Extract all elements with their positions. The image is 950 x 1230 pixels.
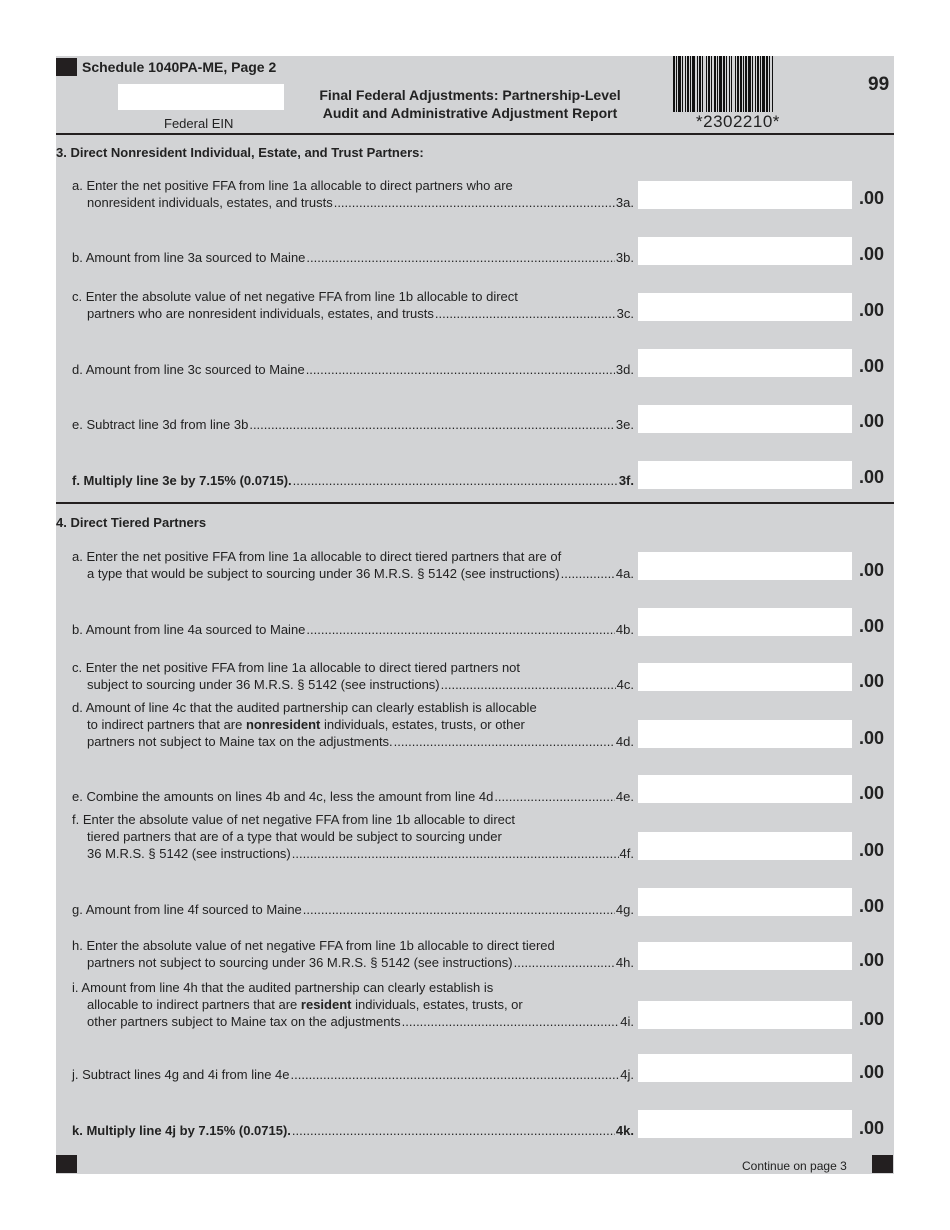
- cents-4d: .00: [859, 728, 885, 748]
- amount-input-4g[interactable]: [638, 888, 852, 916]
- continue-note: Continue on page 3: [742, 1159, 847, 1173]
- cents-3b: .00: [859, 244, 885, 264]
- amount-input-4b[interactable]: [638, 608, 852, 636]
- cents-4b: .00: [859, 616, 885, 636]
- cents-3c: .00: [859, 300, 885, 320]
- cents-3f: .00: [859, 467, 885, 487]
- line-3e: e. Subtract line 3d from line 3b ..... 3e.: [72, 416, 634, 433]
- amount-input-4k[interactable]: [638, 1110, 852, 1138]
- line-4c: c. Enter the net positive FFA from line 1a allocable to direct tiered partners not subject to sourcing under 36 M.R.S. § 5142 (see instructions) ..... 4c.: [72, 659, 634, 693]
- amount-input-3b[interactable]: [638, 237, 852, 265]
- federal-ein-input[interactable]: [118, 84, 284, 110]
- barcode-text: *2302210*: [696, 112, 780, 131]
- amount-input-3a[interactable]: [638, 181, 852, 209]
- cents-3d: .00: [859, 356, 885, 376]
- barcode-stripe: [773, 56, 774, 112]
- form-title-line-2: Audit and Administrative Adjustment Report: [322, 105, 618, 121]
- cents-4g: .00: [859, 896, 885, 916]
- amount-input-4h[interactable]: [638, 942, 852, 970]
- section-4-title: 4. Direct Tiered Partners: [56, 515, 207, 530]
- amount-input-4i[interactable]: [638, 1001, 852, 1029]
- form-title: [296, 86, 644, 122]
- federal-ein-label: Federal EIN: [164, 116, 234, 131]
- cents-4j: .00: [859, 1062, 885, 1082]
- corner-marker-bottom-left: [56, 1155, 77, 1173]
- amount-input-4c[interactable]: [638, 663, 852, 691]
- form-code: 99: [868, 74, 890, 95]
- line-4h: h. Enter the absolute value of net negative FFA from line 1b allocable to direct tiered partners not subject to sourcing under 36 M.R.S. § 5142 (see instructions) ..... 4h.: [72, 937, 634, 971]
- amount-input-3f[interactable]: [638, 461, 852, 489]
- line-4i: i. Amount from line 4h that the audited partnership can clearly establish is allocable to indirect partners that are resident individuals, estates, trusts, or other partners subject to Maine tax on the adjustments ..... 4i.: [72, 979, 634, 1030]
- line-4j: j. Subtract lines 4g and 4i from line 4e ..... 4j.: [72, 1066, 634, 1083]
- amount-input-4f[interactable]: [638, 832, 852, 860]
- line-4f: f. Enter the absolute value of net negative FFA from line 1b allocable to direct tiered partners that are of a type that would be subject to sourcing under 36 M.R.S. § 5142 (see instructions) ..... 4f.: [72, 811, 634, 862]
- amount-input-4d[interactable]: [638, 720, 852, 748]
- line-4d: d. Amount of line 4c that the audited partnership can clearly establish is allocable to indirect partners that are nonresident individuals, estates, trusts, or other partners not subject to Maine tax on the adjustments. ..... 4d.: [72, 699, 634, 750]
- line-4g: g. Amount from line 4f sourced to Maine ..... 4g.: [72, 901, 634, 918]
- cents-4a: .00: [859, 560, 885, 580]
- amount-input-3c[interactable]: [638, 293, 852, 321]
- line-4e: e. Combine the amounts on lines 4b and 4c, less the amount from line 4d ..... 4e.: [72, 788, 634, 805]
- line-3d: d. Amount from line 3c sourced to Maine ..... 3d.: [72, 361, 634, 378]
- amount-input-4a[interactable]: [638, 552, 852, 580]
- cents-4k: .00: [859, 1118, 885, 1138]
- line-3a: a. Enter the net positive FFA from line 1a allocable to direct partners who are nonresident individuals, estates, and trusts ..... 3a.: [72, 177, 634, 211]
- form-title-line-1: Final Federal Adjustments: Partnership-Level: [319, 87, 621, 103]
- section-divider: [56, 502, 894, 504]
- line-3b: b. Amount from line 3a sourced to Maine ..... 3b.: [72, 249, 634, 266]
- form-page: [56, 56, 894, 1174]
- cents-4e: .00: [859, 783, 885, 803]
- corner-marker-top-left: [56, 58, 77, 76]
- cents-3a: .00: [859, 188, 885, 208]
- cents-3e: .00: [859, 411, 885, 431]
- schedule-title: Schedule 1040PA-ME, Page 2: [82, 59, 277, 75]
- line-3c: c. Enter the absolute value of net negative FFA from line 1b allocable to direct partners who are nonresident individuals, estates, and trusts ..... 3c.: [72, 288, 634, 322]
- amount-input-3e[interactable]: [638, 405, 852, 433]
- amount-input-3d[interactable]: [638, 349, 852, 377]
- amount-input-4j[interactable]: [638, 1054, 852, 1082]
- corner-marker-bottom-right: [872, 1155, 893, 1173]
- header-divider: [56, 133, 894, 135]
- cents-4c: .00: [859, 671, 885, 691]
- cents-4i: .00: [859, 1009, 885, 1029]
- amount-input-4e[interactable]: [638, 775, 852, 803]
- cents-4h: .00: [859, 950, 885, 970]
- line-3f: f. Multiply line 3e by 7.15% (0.0715). ..... 3f.: [72, 472, 634, 489]
- line-4a: a. Enter the net positive FFA from line 1a allocable to direct tiered partners that are of a type that would be subject to sourcing under 36 M.R.S. § 5142 (see instructions) ..... 4a.: [72, 548, 634, 582]
- line-4k: k. Multiply line 4j by 7.15% (0.0715). ..... 4k.: [72, 1122, 634, 1139]
- barcode: [673, 56, 853, 112]
- line-4b: b. Amount from line 4a sourced to Maine ..... 4b.: [72, 621, 634, 638]
- section-3-title: 3. Direct Nonresident Individual, Estate, and Trust Partners:: [56, 145, 424, 160]
- cents-4f: .00: [859, 840, 885, 860]
